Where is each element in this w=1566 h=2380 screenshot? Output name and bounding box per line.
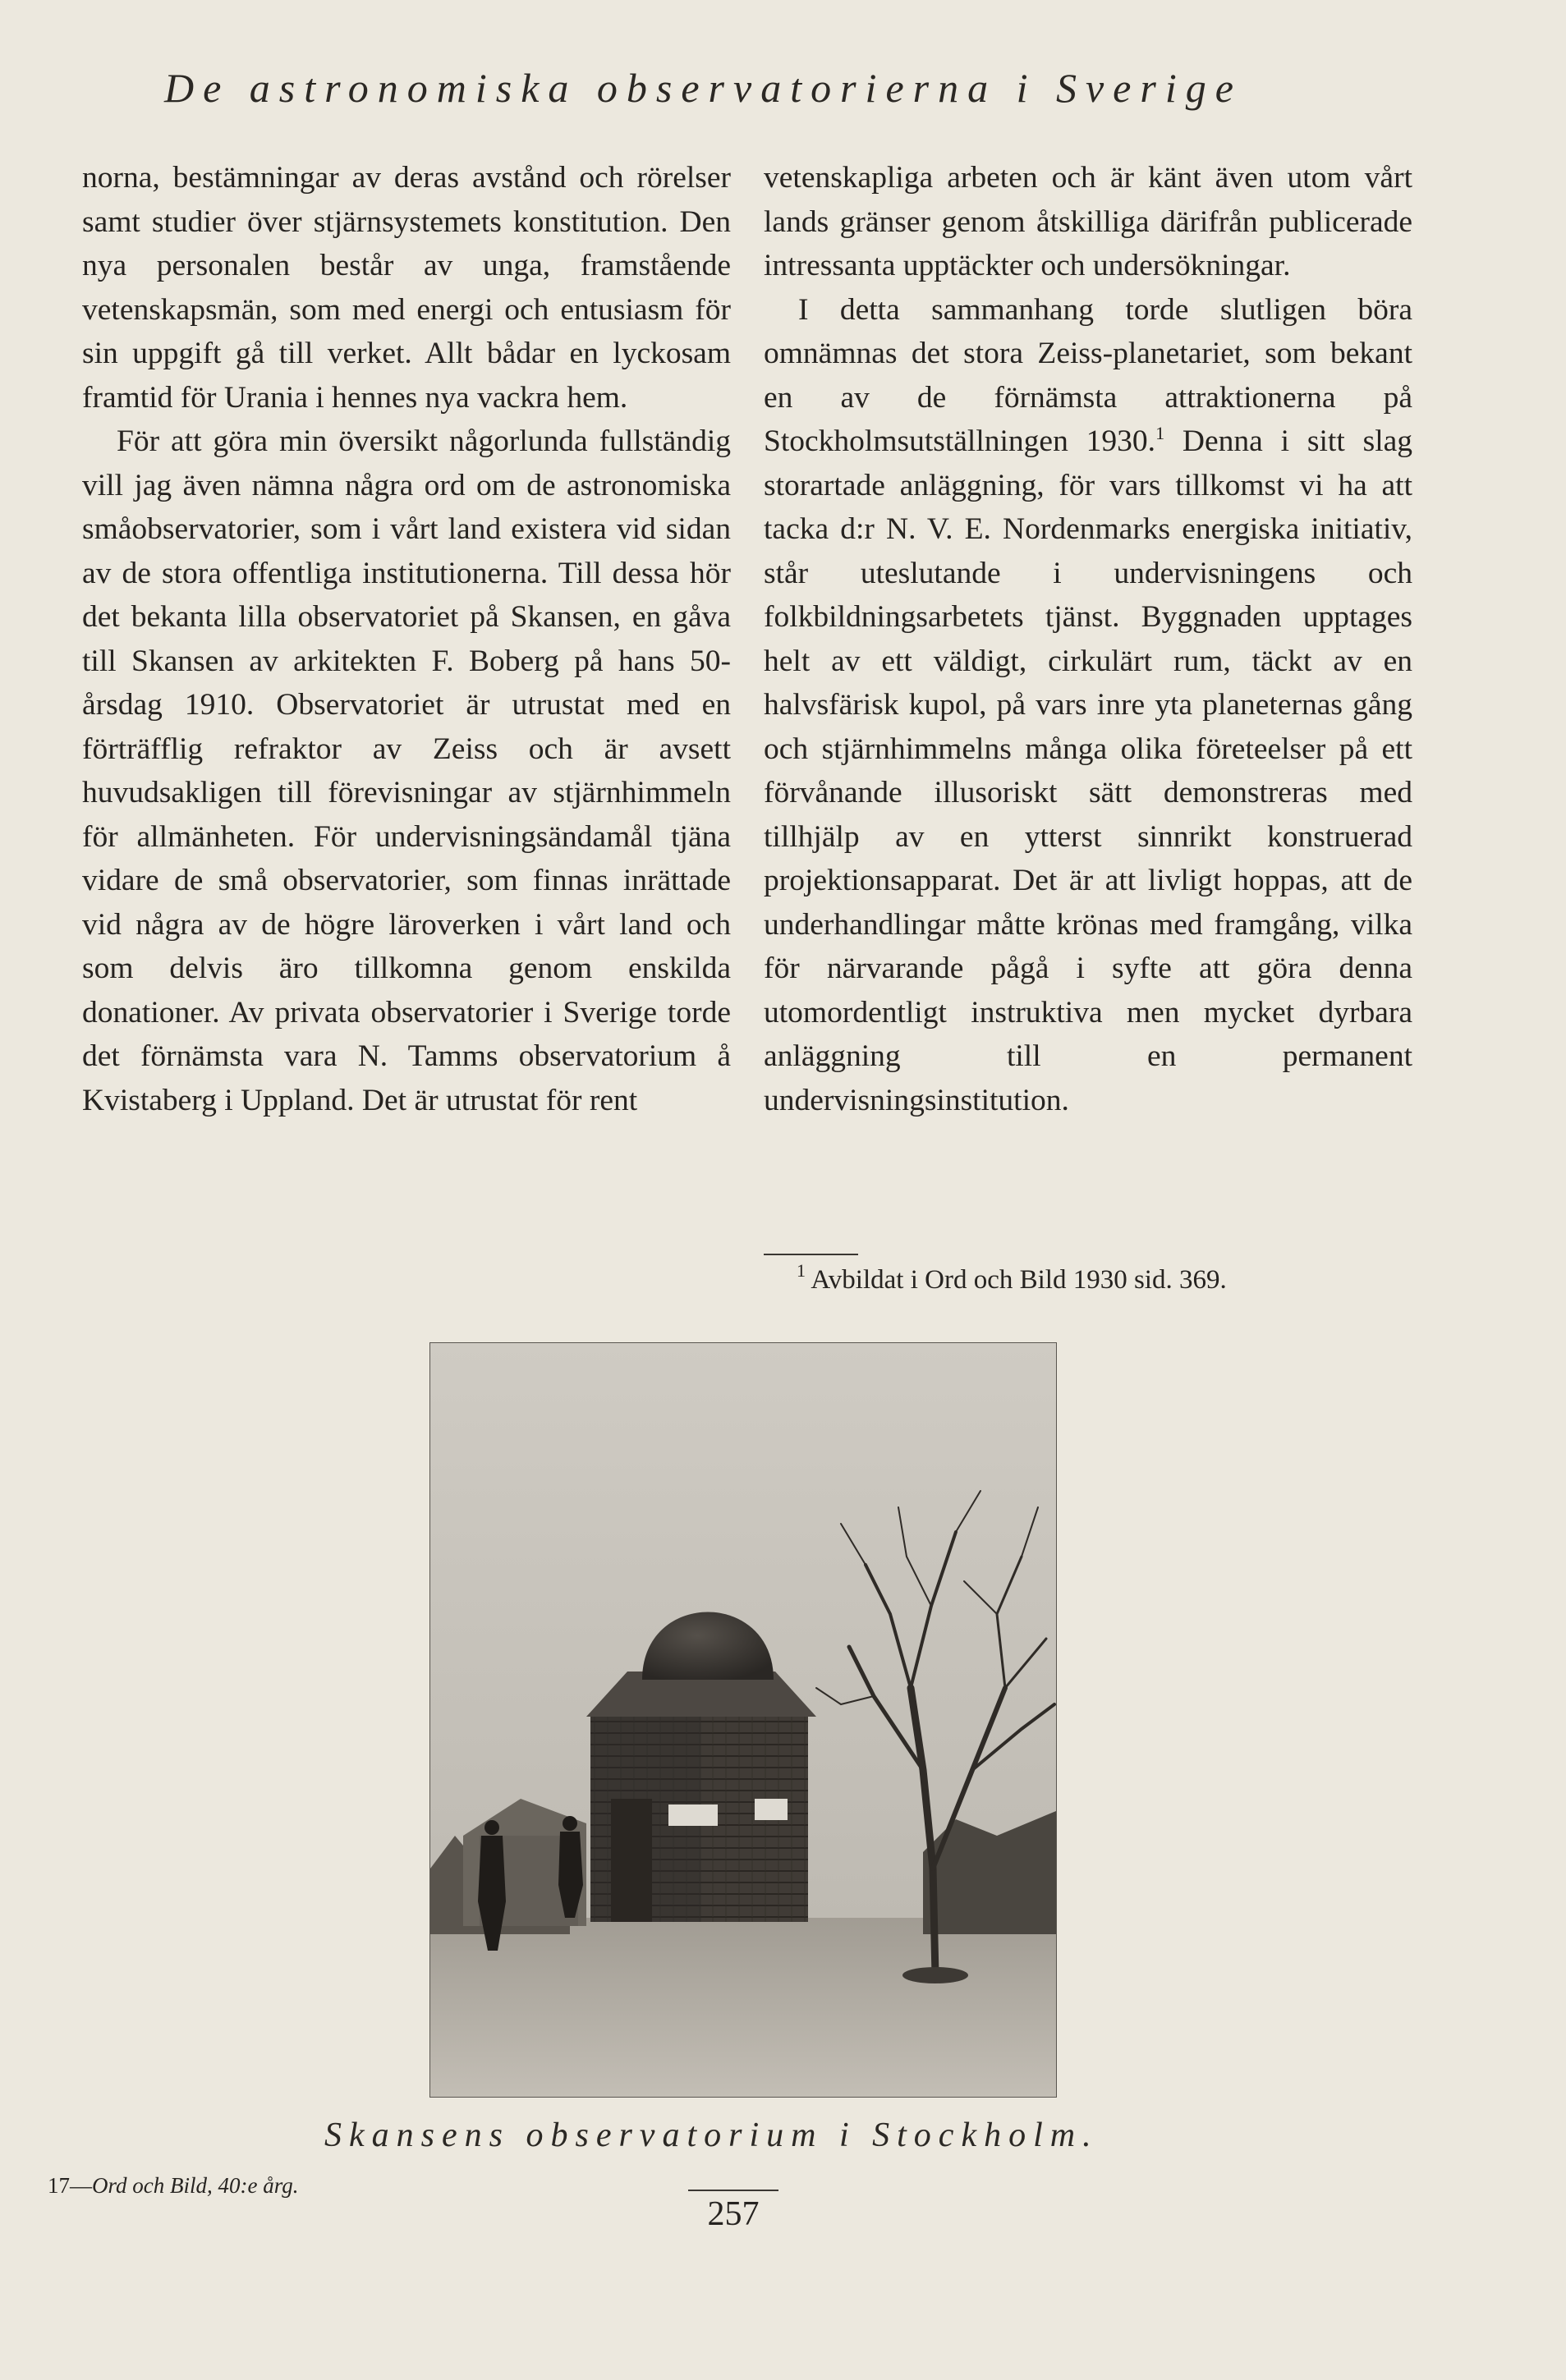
sheet-number: 17— bbox=[48, 2173, 92, 2198]
right-column bbox=[764, 156, 1412, 1122]
footnote-reference: 1 bbox=[1155, 423, 1165, 443]
photo-caption: Skansens observatorium i Stockholm. bbox=[324, 2116, 1099, 2154]
journal-signature: Ord och Bild, 40:e årg. bbox=[92, 2173, 299, 2198]
right-paragraph-2-start: I detta sammanhang torde slutligen böra omnämnas det stora Zeiss-planetariet, som bekant en av de förnämsta attraktionerna på Stockholmsutställningen 1930. bbox=[764, 292, 1412, 458]
page-number: 257 bbox=[688, 2190, 778, 2234]
running-head: De astronomiska observatorierna i Sverige bbox=[164, 65, 1242, 111]
right-paragraph-2 bbox=[764, 288, 1412, 1123]
left-paragraph-1: norna, bestämningar av deras avstånd och rörelser samt studier över stjärnsystemets konstitution. Den nya personalen består av unga, framstående vetenskapsmän, som med energi och entusiasm för sin uppgift gå till verket. Allt bådar en lyckosam framtid för Urania i hennes nya vackra hem. bbox=[82, 161, 731, 415]
observatory-photo bbox=[429, 1342, 1057, 2098]
footnote-text: Avbildat i Ord och Bild 1930 sid. 369. bbox=[806, 1265, 1227, 1295]
footnote-marker: 1 bbox=[797, 1260, 806, 1281]
sheet-signature bbox=[48, 2173, 298, 2199]
footnote-rule bbox=[764, 1254, 858, 1255]
observatory-photo-image bbox=[430, 1343, 1056, 2097]
right-paragraph-1: vetenskapliga arbeten och är känt även utom vårt lands gränser genom åtskilliga därifrån publicerade intressanta upptäckter och undersökningar. bbox=[764, 161, 1412, 282]
footnote bbox=[797, 1260, 1421, 1300]
right-paragraph-2-end: Denna i sitt slag storartade anläggning, för vars tillkomst vi ha att tacka d:r N. V. E. Nordenmarks energiska initiativ, står uteslutande i undervisningens och folkbildningsarbetets tjänst. Byggnaden upptages helt av ett väldigt, cirkulärt rum, täckt av en halvsfärisk kupol, på vars inre yta planeternas gång och stjärnhimmelns många olika företeelser på ett förvånande illusoriskt sätt demonstreras med tillhjälp av en ytterst sinnrikt konstruerad projektionsapparat. Det är att livligt hoppas, att de underhandlingar måtte krönas med framgång, vilka för närvarande pågå i syfte att göra denna utomordentligt instruktiva men mycket dyrbara anläggning till en permanent undervisningsinstitution. bbox=[764, 424, 1413, 1117]
left-paragraph-2: För att göra min översikt någorlunda fullständig vill jag även nämna några ord om de astronomiska småobservatorier, som i vårt land existera vid sidan av de stora offentliga institutionerna. Till dessa hör det bekanta lilla observatoriet på Skansen, en gåva till Skansen av arkitekten F. Boberg på hans 50-årsdag 1910. Observatoriet är utrustat med en förträfflig refraktor av Zeiss och är avsett huvudsakligen till förevisningar av stjärnhimmeln för allmänheten. För undervisningsändamål tjäna vidare de små observatorier, som finnas inrättade vid några av de högre läroverken i vårt land och som delvis äro tillkomna genom enskilda donationer. Av privata observatorier i Sverige torde det förnämsta vara N. Tamms observatorium å Kvistaberg i Uppland. Det är utrustat för rent bbox=[82, 424, 731, 1117]
left-column bbox=[82, 156, 731, 1122]
